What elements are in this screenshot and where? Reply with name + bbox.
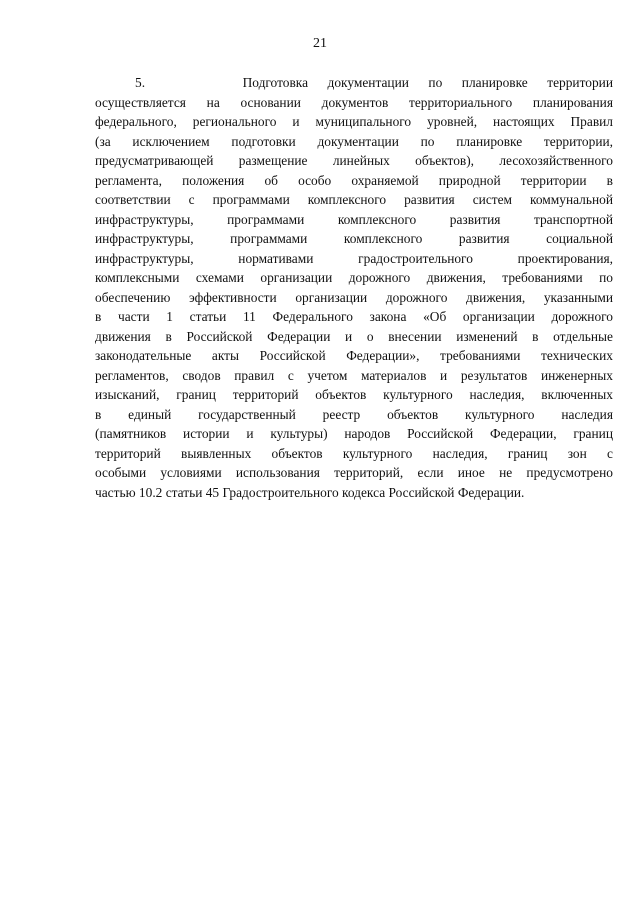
paragraph-line: частью 10.2 статьи 45 Градостроительного кодекса Российской Федерации. <box>95 484 525 500</box>
paragraph-line: осуществляется на основании документов территориального планирования <box>95 94 613 110</box>
paragraph-line: (памятников истории и культуры) народов Российской Федерации, границ <box>95 426 613 441</box>
paragraph-line: движения в Российской Федерации и о внесении изменений в отдельные <box>95 328 613 344</box>
paragraph-line: 5. Подготовка документации по планировке территории <box>135 75 613 90</box>
paragraph-5 <box>95 73 613 502</box>
paragraph-line: изысканий, границ территорий объектов культурного наследия, включенных <box>95 387 613 402</box>
paragraph-line: в части 1 статьи 11 Федерального закона «Об организации дорожного <box>95 309 613 324</box>
paragraph-line: территорий выявленных объектов культурного наследия, границ зон с <box>95 445 613 461</box>
paragraph-line: комплексными схемами организации дорожного движения, требованиями по <box>95 270 613 285</box>
paragraph-line: обеспечению эффективности организации дорожного движения, указанными <box>95 289 613 305</box>
paragraph-line: инфраструктуры, нормативами градостроительного проектирования, <box>95 250 613 266</box>
paragraph-line: предусматривающей размещение линейных объектов), лесохозяйственного <box>95 153 613 168</box>
paragraph-line: регламентов, сводов правил с учетом материалов и результатов инженерных <box>95 367 613 383</box>
paragraph-line: соответствии с программами комплексного развития систем коммунальной <box>95 192 613 207</box>
paragraph-line: инфраструктуры, программами комплексного развития социальной <box>95 231 613 246</box>
paragraph-line: инфраструктуры, программами комплексного развития транспортной <box>95 211 613 227</box>
paragraph-line: особыми условиями использования территорий, если иное не предусмотрено <box>95 465 613 480</box>
paragraph-line: федерального, регионального и муниципального уровней, настоящих Правил <box>95 114 613 129</box>
paragraph-line: регламента, положения об особо охраняемой природной территории в <box>95 172 613 188</box>
paragraph-line: законодательные акты Российской Федерации», требованиями технических <box>95 348 613 363</box>
paragraph-line: в единый государственный реестр объектов культурного наследия <box>95 406 613 422</box>
paragraph-line: (за исключением подготовки документации по планировке территории, <box>95 133 613 149</box>
page-number: 21 <box>313 36 327 51</box>
